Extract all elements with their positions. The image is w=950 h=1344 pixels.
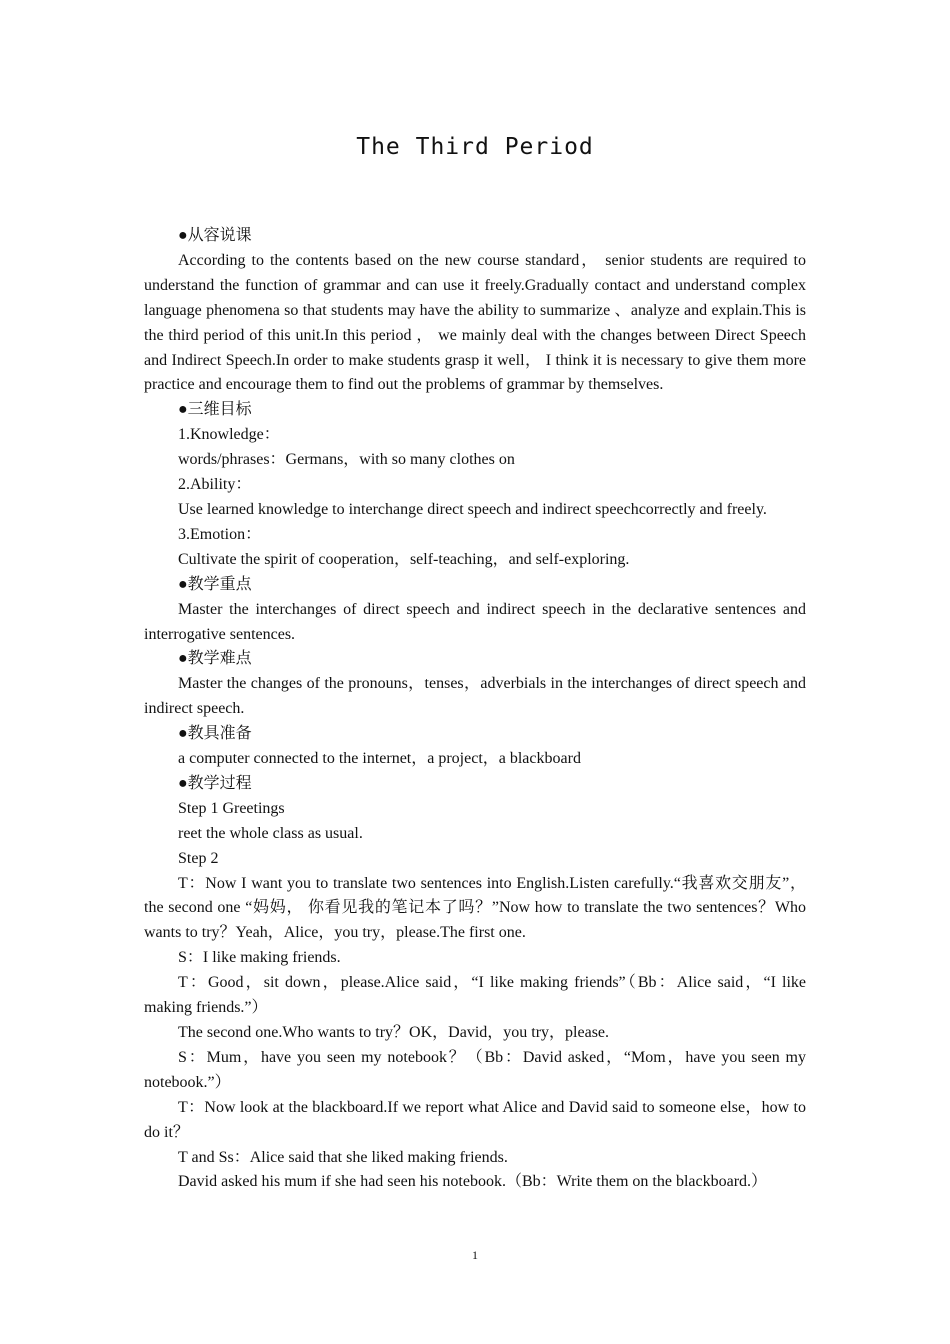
section-heading-aids: ●教具准备: [178, 725, 252, 743]
section-heading-key-points: ●教学重点: [178, 575, 252, 593]
goal-emotion-label: 3.Emotion：: [178, 525, 262, 543]
dialogue-line: T：Good，sit down，please.Alice said，“I like making friends”（Bb：Alice said，“I like making friends.”）: [144, 974, 806, 1017]
goal-ability-label: 2.Ability：: [178, 476, 252, 494]
step-2-title: Step 2: [178, 849, 219, 867]
difficulties-paragraph: Master the changes of the pronouns，tenses，adverbials in the interchanges of direct speech and indirect speech.: [144, 675, 806, 718]
goal-knowledge-label: 1.Knowledge：: [178, 426, 280, 444]
page-title: The Third Period: [356, 134, 594, 160]
dialogue-line: T：Now I want you to translate two sentences into English.Listen carefully.“我喜欢交朋友”，the second one “妈妈， 你看见我的笔记本了吗？”Now how to translate the two sentences？Who wants to try？Yeah，Alice，you try，please.The first one.: [144, 874, 806, 942]
dialogue-line: T and Ss：Alice said that she liked making friends.: [178, 1148, 508, 1166]
dialogue-line: S：Mum，have you seen my notebook？（Bb：David asked，“Mom，have you seen my notebook.”）: [144, 1048, 806, 1091]
step-1-text: reet the whole class as usual.: [178, 824, 363, 842]
section-heading-goals: ●三维目标: [178, 401, 252, 419]
step-1-title: Step 1 Greetings: [178, 799, 285, 817]
section-heading-process: ●教学过程: [178, 774, 252, 792]
dialogue-line: T：Now look at the blackboard.If we report what Alice and David said to someone else，how to do it？: [144, 1098, 806, 1141]
page-number: 1: [472, 1248, 478, 1262]
dialogue-line: The second one.Who wants to try？OK，David，you try，please.: [178, 1024, 610, 1041]
goal-knowledge-text: words/phrases：Germans，with so many clothes on: [178, 451, 515, 469]
aids-paragraph: a computer connected to the internet，a project，a blackboard: [178, 750, 581, 768]
dialogue-line: David asked his mum if she had seen his notebook.（Bb：Write them on the blackboard.）: [178, 1173, 768, 1191]
goal-emotion-text: Cultivate the spirit of cooperation，self-teaching，and self-exploring.: [178, 550, 630, 568]
goal-ability-text: Use learned knowledge to interchange direct speech and indirect speechcorrectly and freely.: [178, 500, 767, 518]
intro-paragraph: According to the contents based on the new course standard， senior students are required to understand the function of grammar and can use it freely.Gradually contact and understand complex language phenomena so that students may have the ability to summarize 、analyze and explain.This is the third period of this unit.In this period ， we mainly deal with the changes between Direct Speech and Indirect Speech.In order to make students grasp it well， I think it is necessary to give them more practice and encourage them to find out the problems of grammar by themselves.: [144, 251, 806, 394]
document-body: [144, 224, 806, 1195]
section-heading-intro: ●从容说课: [178, 227, 252, 244]
section-heading-difficulties: ●教学难点: [178, 650, 252, 668]
dialogue-line: S：I like making friends.: [178, 949, 341, 967]
key-points-paragraph: Master the interchanges of direct speech and indirect speech in the declarative sentences and interrogative sentences.: [144, 600, 806, 643]
